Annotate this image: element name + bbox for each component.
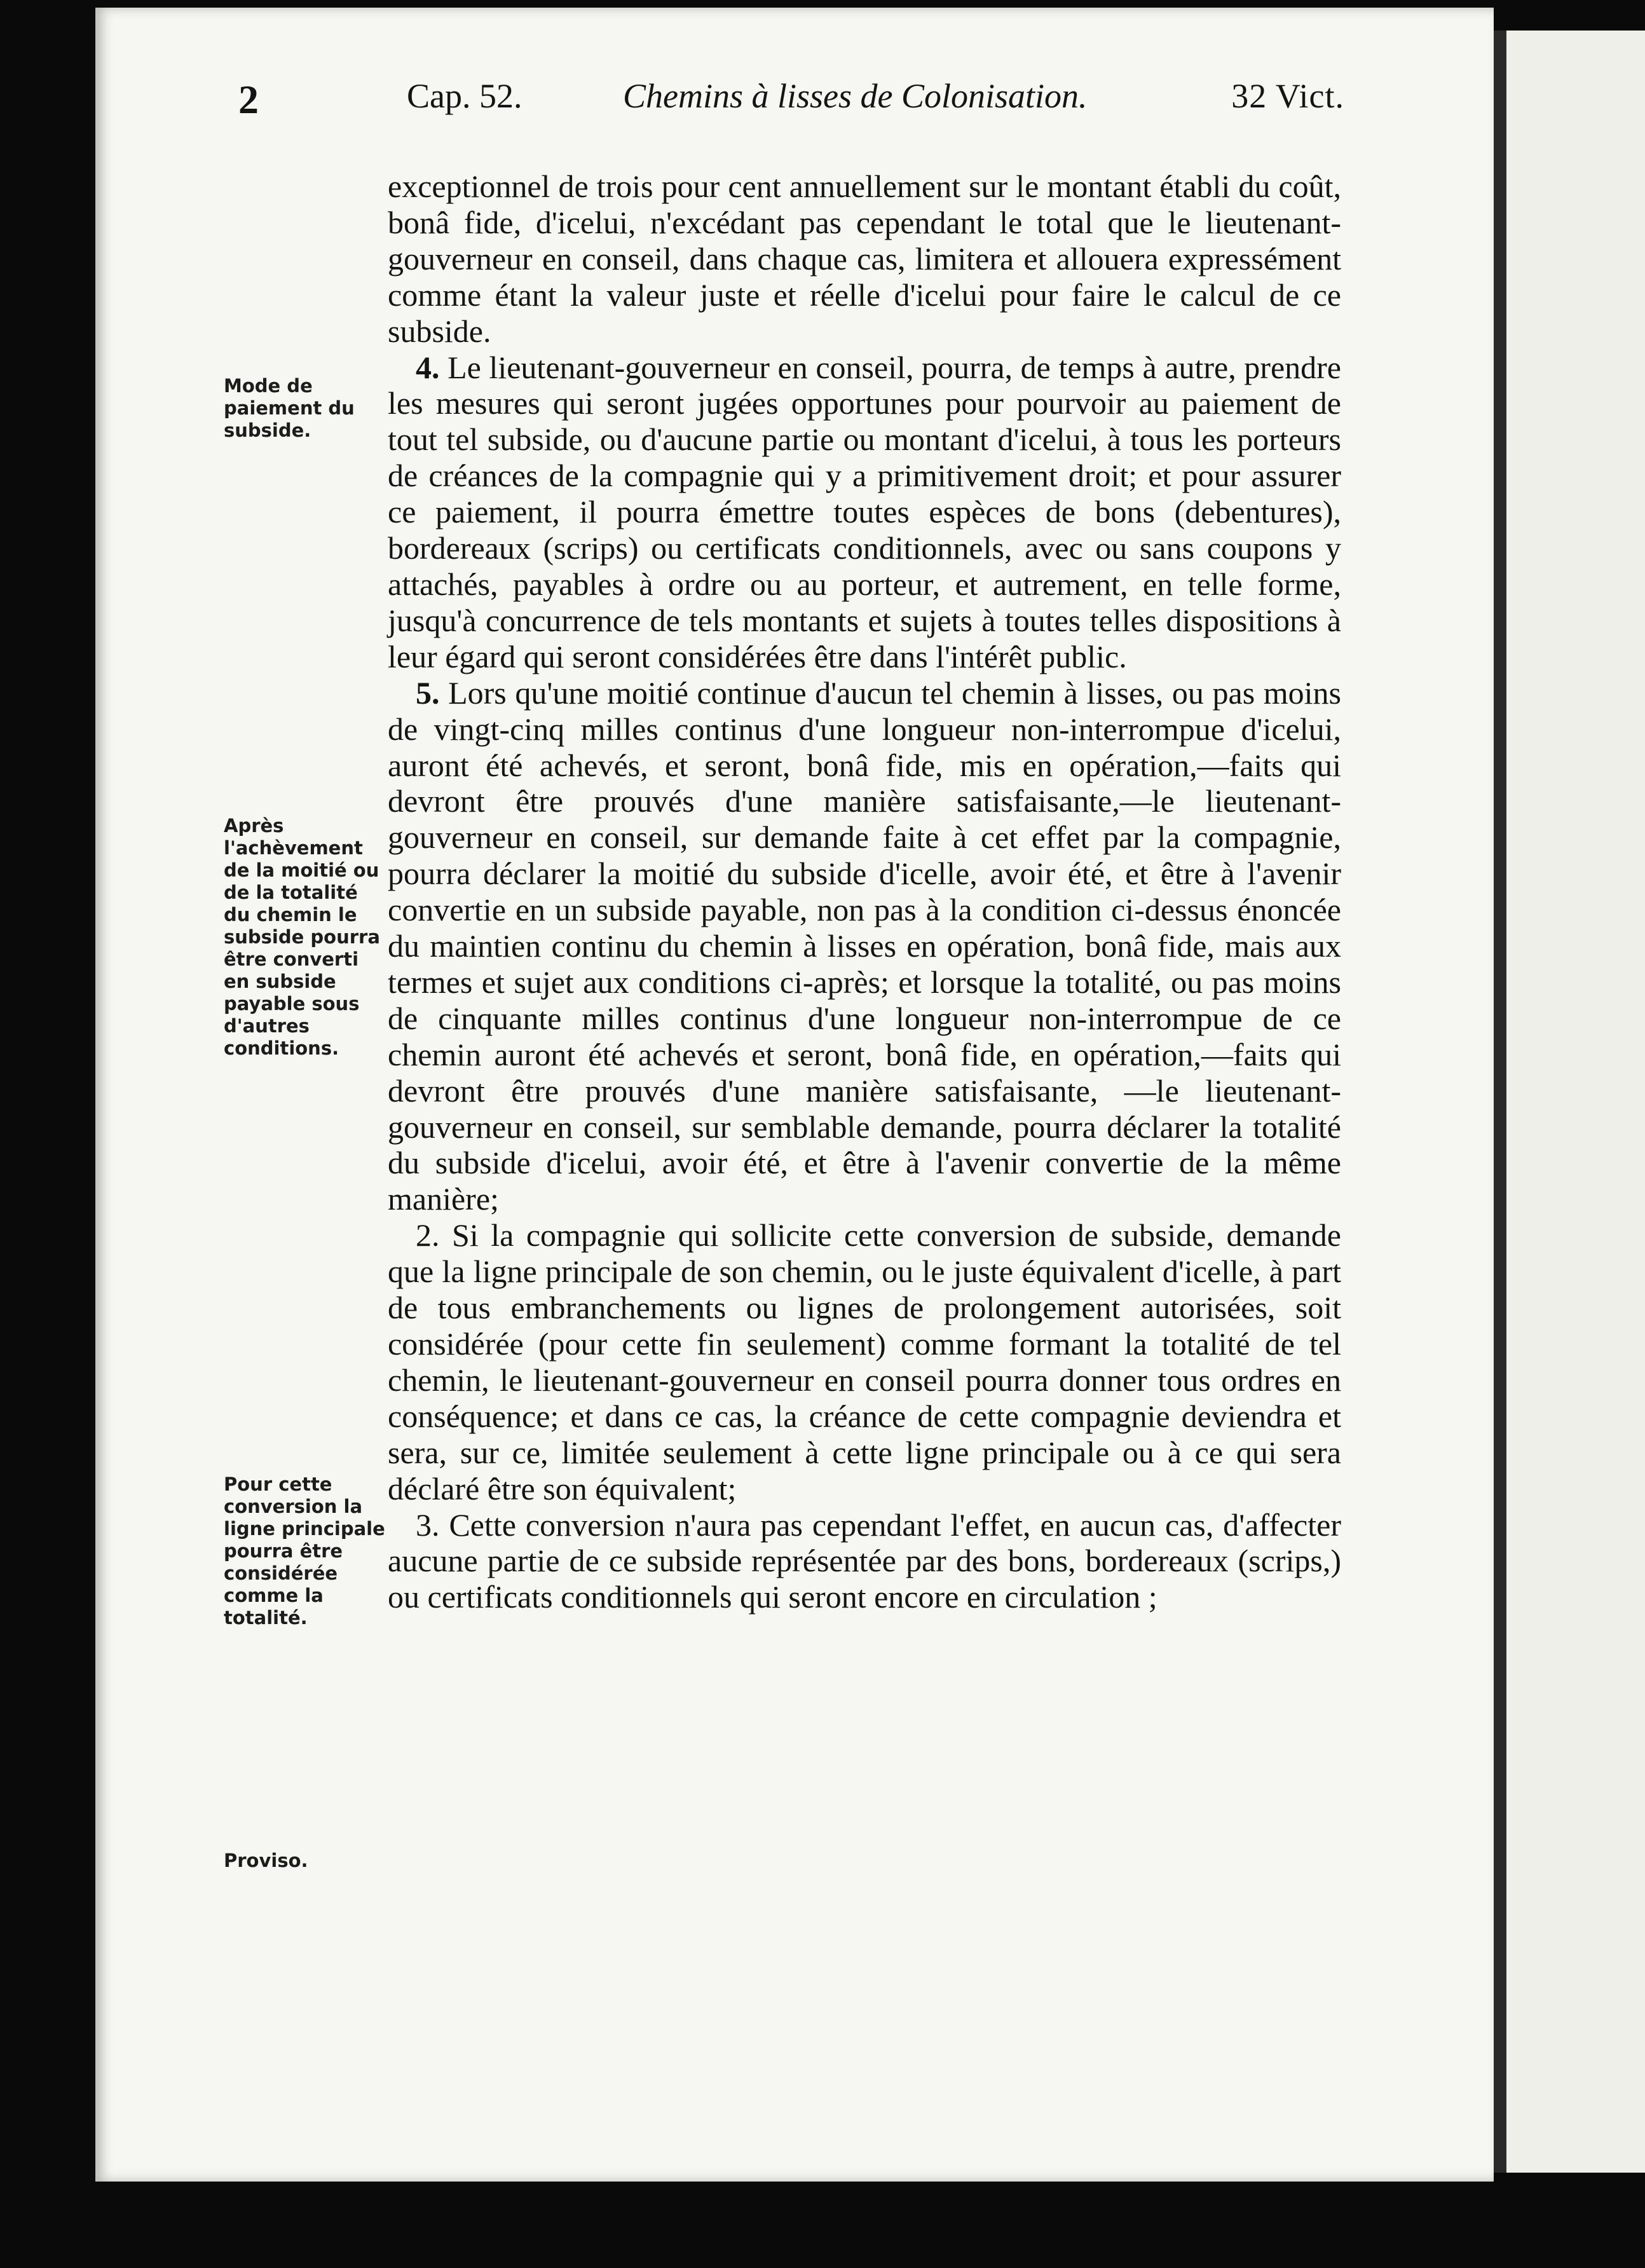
section-4 [388,350,1341,675]
page-gutter-edge [1494,31,1506,2173]
section-number: 4. [416,349,440,385]
body-text [388,168,1341,1615]
section-5 [388,675,1341,1218]
running-title: Chemins à lisses de Colonisation. [623,77,1088,115]
subsection-2: 2. Si la compagnie qui sollicite cette conversion de subside, demande que la ligne principale de son chemin, ou le juste équivalent d'icelle, à part de tous embranchements ou lignes de prolongement autorisées, soit considérée (pour cette fin seulement) comme formant la totalité de tel chemin, le lieutenant-gouverneur en conseil pourra donner tous ordres en conséquence; et dans ce cas, la créance de cette compagnie deviendra et sera, sur ce, limitée seulement à cette ligne principale ou à ce qui sera déclaré être son équivalent; [388,1217,1341,1506]
margin-note: Mode de paiement du subside. [224,375,355,441]
margin-note: Après l'achèvement de la moitié ou de la totalité du chemin le subside pourra être converti en subside payable sous d'autres conditions. [224,815,380,1059]
running-header [238,76,1344,140]
adjacent-page-edge [1506,31,1645,2173]
chapter-label: Cap. 52. [407,77,522,115]
section-number: 5. [416,674,440,711]
margin-note: Pour cette conversion la ligne principale pourra être considérée comme la totalité. [224,1473,385,1629]
subsection-3: 3. Cette conversion n'aura pas cependant l'effet, en aucun cas, d'affecter aucune partie de ce subside représentée par des bons, bordereaux (scrips,) ou certificats conditionnels qui seront encore en circulation ; [388,1506,1341,1615]
margin-note: Proviso. [224,1850,308,1871]
session-label: 32 Vict. [1231,77,1344,115]
paragraph-continued: exceptionnel de trois pour cent annuellement sur le montant établi du coût, bonâ fide, d'icelui, n'excédant pas cependant le total que le lieutenant-gouverneur en conseil, dans chaque cas, limitera et allouera expressément comme étant la valeur juste et réelle d'icelui pour faire le calcul de ce subside. [388,168,1341,349]
section-text: Lors qu'une moitié continue d'aucun tel chemin à lisses, ou pas moins de vingt-cinq milles continus d'une longueur non-interrompue d'icelui, auront été achevés, et seront, bonâ fide, mis en opération,—faits qui devront être prouvés d'une manière satisfaisante,—le lieutenant-gouverneur en conseil, sur demande faite à cet effet par la compagnie, pourra déclarer la moitié du subside d'icelle, avoir été, et être à l'avenir convertie en un subside payable, non pas à la condition ci-dessus énoncée du maintien continu du chemin à lisses en opération, bonâ fide, mais aux termes et sujet aux conditions ci-après; et lorsque la totalité, ou pas moins de cinquante milles continus d'une longueur non-interrompue de ce chemin auront été achevés et seront, bonâ fide, en opération,—faits qui devront être prouvés d'une manière satisfaisante, —le lieutenant-gouverneur en conseil, sur semblable demande, pourra déclarer la totalité du subside d'icelui, avoir été, et être à l'avenir convertie de la même manière; [388,674,1342,1217]
page-number: 2 [238,77,259,122]
section-text: Le lieutenant-gouverneur en conseil, pourra, de temps à autre, prendre les mesures qui seront jugées opportunes pour pourvoir au paiement de tout tel subside, ou d'aucune partie ou montant d'icelui, à tous les porteurs de créances de la compagnie qui y a primitivement droit; et pour assurer ce paiement, il pourra émettre toutes espèces de bons (debentures), bordereaux (scrips) ou certificats conditionnels, avec ou sans coupons y attachés, payables à ordre ou au porteur, et autrement, en telle forme, jusqu'à concurrence de tels montants et sujets à toutes telles dispositions à leur égard qui seront considérées être dans l'intérêt public. [388,349,1341,674]
